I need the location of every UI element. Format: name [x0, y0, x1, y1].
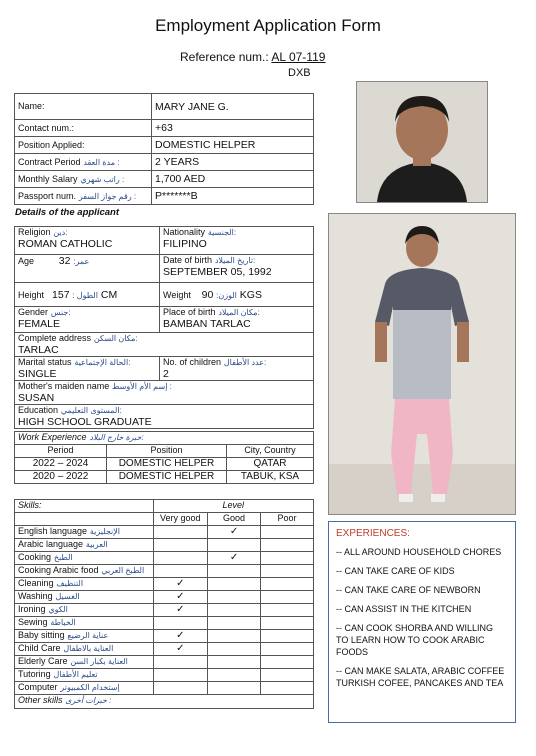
details-title: Details of the applicant — [15, 207, 119, 218]
skill-row — [15, 669, 314, 682]
work-cell: 2022 – 2024 — [15, 458, 107, 471]
skill-level-cell: ✓ — [153, 604, 207, 617]
skill-row — [15, 539, 314, 552]
level-title: Level — [153, 500, 313, 513]
experiences-list — [329, 546, 515, 689]
skill-name: Elderly Care — [18, 656, 68, 666]
skill-level-cell — [153, 539, 207, 552]
skill-name: Baby sitting — [18, 630, 65, 640]
gender-value: FEMALE — [18, 318, 61, 330]
height-value: 157 CM — [52, 288, 118, 301]
skill-level-cell — [261, 682, 314, 695]
info-row — [15, 171, 314, 188]
skill-level-cell — [208, 591, 261, 604]
skill-name-ar: التنظيف — [56, 579, 84, 588]
experience-item: -- CAN MAKE SALATA, ARABIC COFFEE TURKISH COFEE, PANCAKES AND TEA — [336, 666, 505, 688]
skill-name: Computer — [18, 682, 58, 692]
skill-name: English language — [18, 526, 88, 536]
skill-row — [15, 682, 314, 695]
info-value: 1,700 AED — [155, 173, 206, 185]
weight-value: 90 KGS — [201, 288, 262, 301]
skill-level-cell — [261, 669, 314, 682]
info-row — [15, 188, 314, 205]
skill-name: Cooking Arabic food — [18, 565, 99, 575]
skill-level-cell — [208, 565, 261, 578]
skill-name-ar: الإنجليزية — [89, 527, 121, 536]
skill-level-cell: ✓ — [153, 630, 207, 643]
skill-name: Sewing — [18, 617, 48, 627]
skill-name: Washing — [18, 591, 53, 601]
headshot-photo — [356, 81, 488, 203]
skill-name-ar: الغسيل — [55, 592, 80, 601]
skill-level-cell: ✓ — [153, 643, 207, 656]
marital-cell: Marital status الحالة الإجتماعية: SINGLE — [15, 357, 160, 381]
skill-row — [15, 617, 314, 630]
skill-level-cell — [261, 565, 314, 578]
skill-level-cell — [208, 682, 261, 695]
reference-value: AL 07-119 — [271, 50, 326, 64]
skill-row — [15, 526, 314, 539]
skills-table — [14, 499, 314, 709]
work-title-cell: Work Experience خبرة خارج البلاد: — [15, 432, 314, 445]
skill-level-cell — [153, 669, 207, 682]
skill-level-cell — [261, 539, 314, 552]
info-label: Name: — [18, 101, 45, 111]
religion-value: ROMAN CATHOLIC — [18, 238, 113, 250]
nationality-cell: Nationality الجنسية: FILIPINO — [160, 227, 314, 255]
skill-level-cell — [208, 617, 261, 630]
nationality-value: FILIPINO — [163, 238, 207, 250]
skill-level-cell — [153, 526, 207, 539]
marital-value: SINGLE — [18, 368, 57, 380]
skill-level-cell — [208, 578, 261, 591]
skill-row — [15, 591, 314, 604]
skill-name-ar: العناية بكبار السن — [70, 657, 128, 666]
info-value: 2 YEARS — [155, 156, 200, 168]
experience-item: -- CAN COOK SHORBA AND WILLING TO LEARN HOW TO COOK ARABIC FOODS — [336, 623, 494, 657]
experience-item: -- CAN TAKE CARE OF NEWBORN — [336, 585, 481, 595]
skills-level-row — [15, 513, 314, 526]
form-title: Employment Application Form — [155, 16, 381, 35]
skill-row — [15, 578, 314, 591]
headshot-image — [357, 82, 487, 202]
skill-level-cell — [261, 552, 314, 565]
skill-level-cell — [208, 604, 261, 617]
skill-row — [15, 565, 314, 578]
skill-level-cell: ✓ — [153, 591, 207, 604]
skill-level-cell — [261, 630, 314, 643]
skill-level-cell — [261, 591, 314, 604]
info-label: Position Applied: — [18, 139, 85, 150]
work-cell: DOMESTIC HELPER — [107, 458, 227, 471]
info-label: Monthly Salary — [18, 173, 78, 184]
work-cell: DOMESTIC HELPER — [107, 471, 227, 484]
skill-name-ar: العناية بالاطفال — [63, 644, 114, 653]
level-header-cell: Poor — [261, 513, 314, 526]
details-table — [14, 226, 314, 429]
skill-level-cell — [208, 643, 261, 656]
skill-name: Cleaning — [18, 578, 54, 588]
skill-level-cell — [261, 578, 314, 591]
work-cell: TABUK, KSA — [227, 471, 314, 484]
age-cell: Age عمر: 32 — [15, 255, 160, 283]
skill-row — [15, 643, 314, 656]
skill-level-cell — [261, 656, 314, 669]
experience-item: -- CAN ASSIST IN THE KITCHEN — [336, 604, 472, 614]
skill-row — [15, 604, 314, 617]
skill-row — [15, 552, 314, 565]
work-row — [15, 458, 314, 471]
age-value: 32 — [58, 255, 71, 267]
skill-level-cell — [153, 552, 207, 565]
info-row — [15, 154, 314, 171]
skill-level-cell — [208, 656, 261, 669]
info-label-ar: رقم جواز السفر : — [78, 191, 137, 201]
skill-level-cell — [261, 617, 314, 630]
height-cell: Height الطول : 157 CM — [15, 283, 160, 307]
skill-level-cell: ✓ — [153, 578, 207, 591]
weight-cell: Weight الوزن: 90 KGS — [160, 283, 314, 307]
work-row — [15, 471, 314, 484]
work-header-cell: City, Country — [227, 445, 314, 458]
skill-name: Child Care — [18, 643, 61, 653]
skill-level-cell: ✓ — [208, 526, 261, 539]
dob-cell: Date of birth تاريخ الميلاد: SEPTEMBER 05, 1992 — [160, 255, 314, 283]
education-cell: Education المستوى التعليمي: HIGH SCHOOL GRADUATE — [15, 405, 314, 429]
children-cell: No. of children عدد الأطفال: 2 — [160, 357, 314, 381]
address-cell: Complete address مكان السكن: TARLAC — [15, 333, 314, 357]
skill-level-cell — [261, 604, 314, 617]
religion-cell: Religion دين: ROMAN CATHOLIC — [15, 227, 160, 255]
work-header-cell: Period — [15, 445, 107, 458]
skill-name-ar: الطبخ العربي — [101, 566, 145, 575]
skill-name-ar: العربية — [85, 540, 108, 549]
reference-label: Reference num.: — [180, 50, 269, 64]
experiences-title: EXPERIENCES: — [336, 528, 410, 539]
skill-level-cell — [153, 656, 207, 669]
personal-info-table — [14, 93, 314, 205]
education-value: HIGH SCHOOL GRADUATE — [18, 416, 152, 428]
info-value: +63 — [155, 122, 173, 134]
skill-name-ar: الكوي — [48, 605, 68, 614]
skill-name-ar: إستخدام الكمبيوتر — [60, 683, 120, 692]
info-label-ar: مدة العقد : — [83, 157, 120, 167]
other-skills-cell: Other skills خبرات أخرى : — [15, 695, 314, 709]
full-body-photo — [328, 213, 516, 515]
experience-item: -- CAN TAKE CARE OF KIDS — [336, 566, 455, 576]
skill-level-cell — [261, 526, 314, 539]
skill-level-cell — [153, 617, 207, 630]
info-label: Contact num.: — [18, 122, 75, 133]
pob-value: BAMBAN TARLAC — [163, 318, 251, 330]
skill-name-ar: الطبخ — [53, 553, 73, 562]
gender-cell: Gender جنس: FEMALE — [15, 307, 160, 333]
work-header-row — [15, 445, 314, 458]
skill-level-cell — [153, 682, 207, 695]
info-row — [15, 137, 314, 154]
info-row — [15, 120, 314, 137]
mother-cell: Mother's maiden name إسم الأم الأوسط : SUSAN — [15, 381, 314, 405]
skill-level-cell — [208, 669, 261, 682]
work-experience-table — [14, 431, 314, 484]
skill-name-ar: تعليم الأطفال — [53, 670, 98, 679]
dob-value: SEPTEMBER 05, 1992 — [163, 266, 272, 278]
experiences-box — [328, 521, 516, 723]
skills-title: Skills: — [15, 500, 154, 513]
location-code: DXB — [288, 67, 311, 79]
pob-cell: Place of birth مكان الميلاد: BAMBAN TARLAC — [160, 307, 314, 333]
reference-number — [180, 50, 325, 64]
work-header-cell: Position — [107, 445, 227, 458]
work-cell: QATAR — [227, 458, 314, 471]
info-label: Contract Period — [18, 156, 81, 167]
skill-row — [15, 656, 314, 669]
skill-name: Arabic language — [18, 539, 84, 549]
info-value: DOMESTIC HELPER — [155, 139, 256, 151]
children-value: 2 — [163, 368, 169, 380]
info-value: P*******B — [155, 190, 198, 202]
skill-name: Tutoring — [18, 669, 51, 679]
full-body-image — [329, 214, 515, 514]
skill-name-ar: الخياطة — [50, 618, 76, 627]
skill-level-cell — [208, 630, 261, 643]
skill-name: Cooking — [18, 552, 52, 562]
info-row — [15, 94, 314, 120]
skill-level-cell — [261, 643, 314, 656]
info-label-ar: راتب شهري : — [80, 174, 125, 184]
experience-item: -- ALL AROUND HOUSEHOLD CHORES — [336, 547, 502, 557]
mother-value: SUSAN — [18, 392, 55, 404]
info-value: MARY JANE G. — [155, 100, 229, 113]
skill-level-cell: ✓ — [208, 552, 261, 565]
level-header-cell: Good — [208, 513, 261, 526]
skill-name-ar: عناية الرضيع — [67, 631, 109, 640]
work-cell: 2020 – 2022 — [15, 471, 107, 484]
skill-level-cell — [208, 539, 261, 552]
level-header-cell: Very good — [153, 513, 207, 526]
skill-name: Ironing — [18, 604, 46, 614]
address-value: TARLAC — [18, 344, 59, 356]
skill-level-cell — [153, 565, 207, 578]
skill-row — [15, 630, 314, 643]
info-label: Passport num. — [18, 190, 77, 201]
